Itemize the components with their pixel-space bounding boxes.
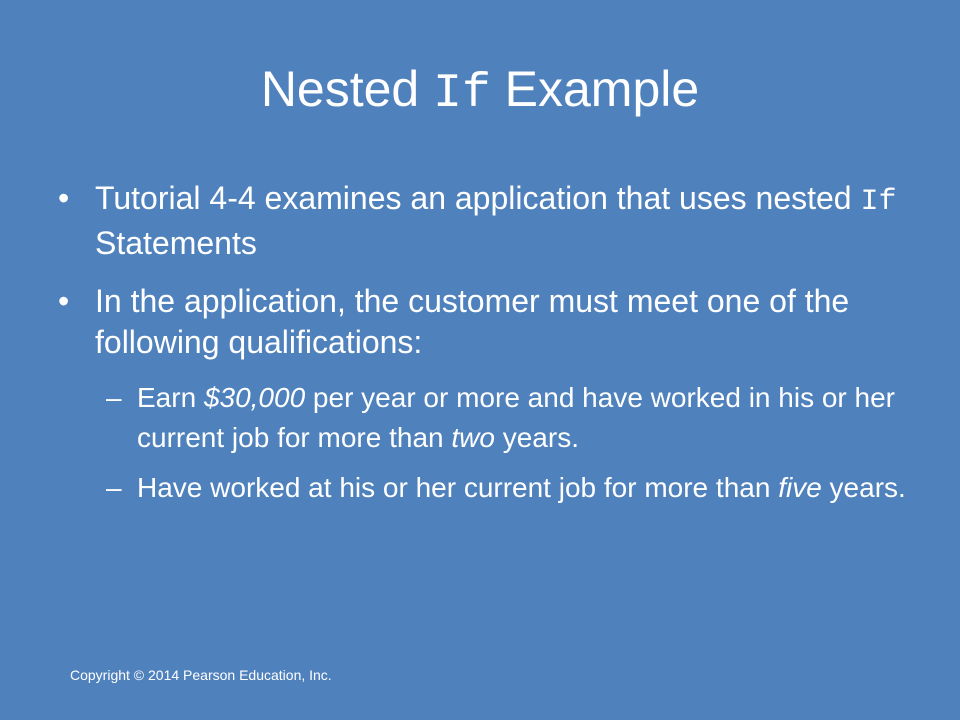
bullet-marker: • [58, 180, 70, 216]
sub-bullet-item-1 [106, 378, 918, 458]
slide-title [0, 54, 960, 129]
bullet-item-2 [58, 281, 918, 363]
copyright-notice: Copyright © 2014 Pearson Education, Inc. [70, 667, 332, 683]
sub-1-part3: years. [494, 422, 579, 453]
title-text-after: Example [490, 61, 700, 117]
bullet-1-text-after: Statements [95, 225, 257, 261]
title-text-before: Nested [260, 61, 434, 117]
bullet-item-1 [58, 178, 918, 264]
sub-1-part1: Earn [137, 382, 204, 413]
sub-2-part1: Have worked at his or her current job for more than [137, 472, 779, 503]
sub-1-italic-amount: $30,000 [203, 382, 306, 413]
sub-1-italic-years: two [451, 422, 495, 453]
title-code-keyword: If [433, 67, 491, 121]
sub-2-italic-years: five [778, 472, 822, 503]
sub-bullet-item-2 [106, 468, 918, 508]
bullet-1-code-keyword: If [860, 185, 897, 219]
bullet-1-text-before: Tutorial 4-4 examines an application that uses nested [95, 180, 861, 216]
sub-bullet-list [106, 378, 918, 508]
bullet-2-text: In the application, the customer must meet one of the following qualifications: [95, 283, 850, 360]
slide-content [58, 178, 918, 518]
bullet-marker: • [58, 283, 70, 319]
dash-marker: – [106, 382, 122, 413]
dash-marker: – [106, 472, 122, 503]
sub-1-part2: per year or more and have worked in his or her current job for more than [137, 382, 896, 453]
sub-2-part2: years. [821, 472, 906, 503]
